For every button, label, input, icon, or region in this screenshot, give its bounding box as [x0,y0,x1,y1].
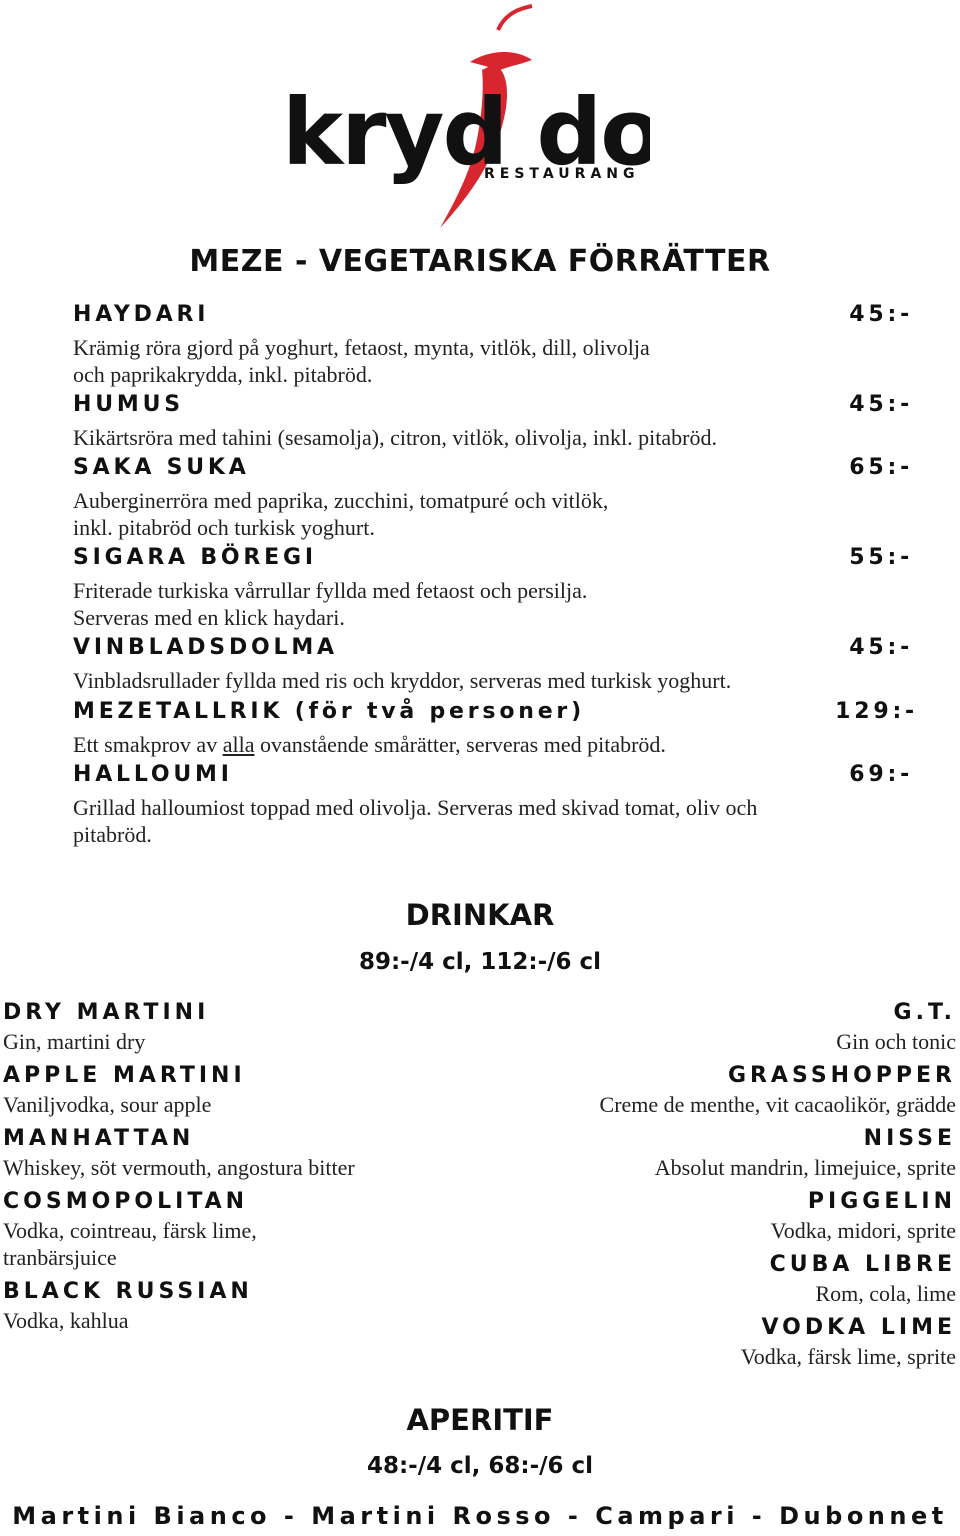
drink-name: DRY MARTINI [3,1000,210,1025]
item-price: 129:- [835,699,918,724]
item-description: Vinbladsrullader fyllda med ris och kryddor, serveras med turkisk yoghurt. [73,668,732,693]
drink-name: COSMOPOLITAN [3,1189,249,1214]
drink-name: G.T. [893,1000,956,1025]
drink-name: MANHATTAN [3,1126,195,1151]
aperitif-section-title: APERITIF [406,1403,554,1437]
logo-wordmark: kryd do [282,79,650,186]
item-name: HALLOUMI [73,762,233,787]
item-description: Grillad halloumiost toppad med olivolja. Serveras med skivad tomat, oliv och pitabröd. [73,795,758,847]
drink-description: Gin och tonic [836,1029,956,1054]
drink-name: PIGGELIN [807,1189,956,1214]
drink-description: Vodka, cointreau, färsk lime, tranbärsjuice [3,1218,257,1270]
drink-gt [496,998,956,1055]
drink-vodka-lime [496,1313,956,1370]
drink-description: Absolut mandrin, limejuice, sprite [654,1155,956,1180]
drink-description: Whiskey, söt vermouth, angostura bitter [3,1155,355,1180]
item-price: 45:- [849,635,913,660]
item-price: 45:- [849,392,913,417]
drink-name: GRASSHOPPER [727,1063,956,1088]
item-description: Ett smakprov av alla ovanstående smårätter, serveras med pitabröd. [73,732,666,757]
drink-dry-martini [3,998,463,1055]
item-description: Auberginerröra med paprika, zucchini, tomatpuré och vitlök, inkl. pitabröd och turkisk yoghurt. [73,488,609,540]
drink-description: Creme de menthe, vit cacaolikör, grädde [599,1092,956,1117]
item-name: HAYDARI [73,302,210,327]
logo-subtitle: RESTAURANG [484,166,640,182]
drink-cuba-libre [496,1250,956,1307]
drink-name: CUBA LIBRE [769,1252,956,1277]
drink-description: Rom, cola, lime [815,1281,956,1306]
drink-nisse [496,1124,956,1181]
item-price: 69:- [849,762,913,787]
restaurant-logo [270,4,650,234]
drinkar-section-title: DRINKAR [405,898,555,932]
drink-black-russian [3,1277,463,1334]
item-name: MEZETALLRIK (för två personer) [73,699,585,724]
chili-pepper-logo-icon [270,4,650,234]
drink-cosmopolitan [3,1187,463,1271]
drink-name: VODKA LIME [761,1315,956,1340]
drink-description: Gin, martini dry [3,1029,146,1054]
item-name: SIGARA BÖREGI [73,545,317,570]
menu-item-saka-suka [73,455,913,541]
menu-item-halloumi [73,762,913,848]
item-name: HUMUS [73,392,184,417]
meze-section-title: MEZE - VEGETARISKA FÖRRÄTTER [189,244,771,279]
drink-piggelin [496,1187,956,1244]
drink-name: APPLE MARTINI [3,1063,246,1088]
drinkar-price: 89:-/4 cl, 112:-/6 cl [358,949,602,975]
item-price: 45:- [849,302,913,327]
menu-item-haydari [73,302,913,388]
item-description: Kikärtsröra med tahini (sesamolja), citron, vitlök, olivolja, inkl. pitabröd. [73,425,717,450]
drink-name: NISSE [863,1126,956,1151]
drink-description: Vaniljvodka, sour apple [3,1092,212,1117]
item-name: SAKA SUKA [73,455,250,480]
menu-item-mezetallrik [73,699,918,758]
drink-grasshopper [496,1061,956,1118]
item-description: Friterade turkiska vårrullar fyllda med fetaost och persilja. Serveras med en klick haydari. [73,578,588,630]
drink-apple-martini [3,1061,463,1118]
drink-description: Vodka, midori, sprite [770,1218,956,1243]
item-description: Krämig röra gjord på yoghurt, fetaost, mynta, vitlök, dill, olivolja och paprikakrydda, inkl. pitabröd. [73,335,650,387]
drink-description: Vodka, kahlua [3,1308,129,1333]
item-price: 65:- [849,455,913,480]
drink-name: BLACK RUSSIAN [3,1279,253,1304]
menu-item-sigara-boregi [73,545,913,631]
menu-item-humus [73,392,913,451]
item-price: 55:- [849,545,913,570]
menu-item-vinbladsdolma [73,635,913,694]
aperitif-price: 48:-/4 cl, 68:-/6 cl [366,1453,594,1479]
drink-manhattan [3,1124,463,1181]
aperitif-list: Martini Bianco - Martini Rosso - Campari - Dubonnet [12,1502,948,1530]
item-name: VINBLADSDOLMA [73,635,338,660]
drink-description: Vodka, färsk lime, sprite [740,1344,956,1369]
